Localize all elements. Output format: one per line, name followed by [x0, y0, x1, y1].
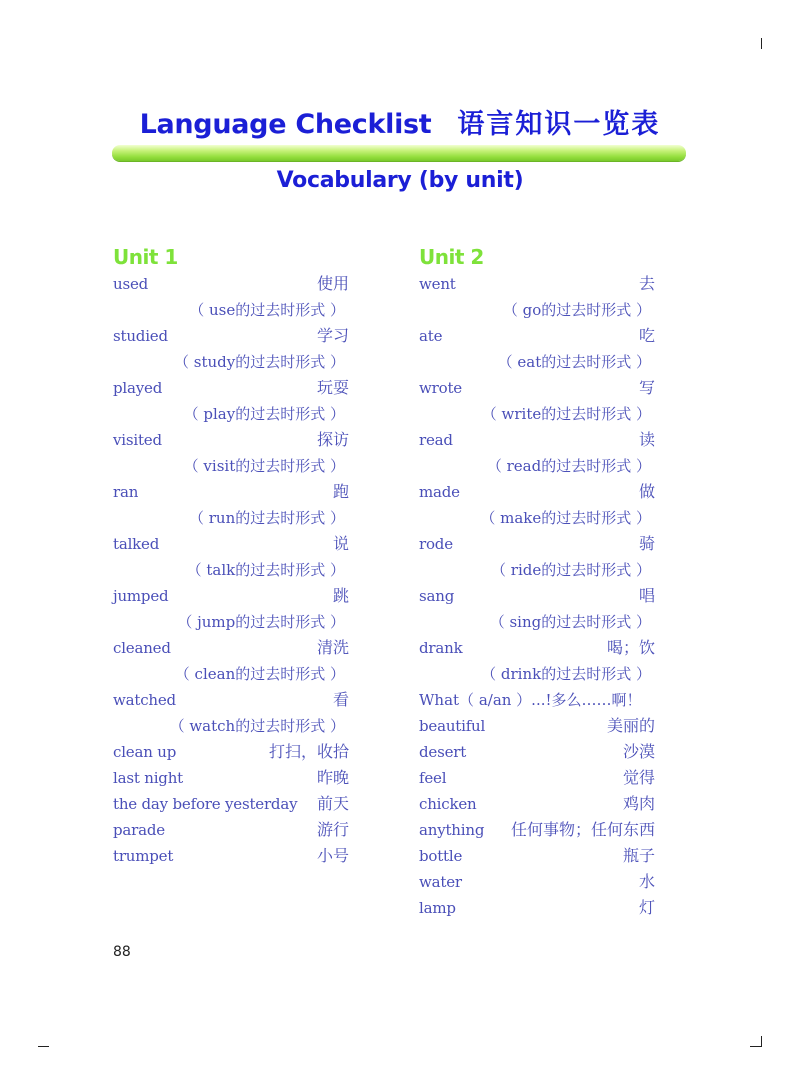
- unit-heading: Unit 2: [419, 245, 484, 269]
- past-tense-note: （ study的过去时形式 ）: [174, 353, 345, 371]
- past-tense-note: （ run的过去时形式 ）: [188, 509, 345, 527]
- title-english: Language Checklist: [139, 109, 432, 140]
- vocab-meaning: 沙漠: [622, 742, 655, 761]
- vocab-word: ran: [113, 483, 139, 501]
- vocab-entry: [113, 479, 349, 505]
- vocab-meaning: 使用: [316, 274, 349, 293]
- vocab-word: talked: [113, 535, 160, 553]
- vocab-word: ate: [419, 327, 443, 345]
- vocab-entry: [113, 765, 349, 791]
- vocab-word: rode: [419, 535, 453, 553]
- past-tense-note: （ jump的过去时形式 ）: [177, 613, 345, 631]
- vocab-meaning: 觉得: [622, 768, 655, 787]
- vocab-meaning: 清洗: [316, 638, 349, 657]
- past-tense-note: （ watch的过去时形式 ）: [169, 717, 345, 735]
- vocab-word: used: [113, 275, 149, 293]
- vocab-word: parade: [113, 821, 165, 839]
- vocab-word: went: [419, 275, 456, 293]
- title-underline-bar: [112, 145, 686, 161]
- past-tense-note: （ play的过去时形式 ）: [183, 405, 345, 423]
- vocab-meaning: 灯: [638, 898, 655, 917]
- past-tense-note: （ talk的过去时形式 ）: [186, 561, 345, 579]
- vocab-word: sang: [419, 587, 455, 605]
- vocab-entry: [419, 531, 655, 557]
- vocab-meaning: 做: [638, 482, 655, 501]
- past-tense-note: （ ride的过去时形式 ）: [491, 561, 651, 579]
- past-tense-note: （ make的过去时形式 ）: [480, 509, 651, 527]
- vocab-meaning: 学习: [316, 326, 349, 345]
- vocab-word: the day before yesterday: [113, 795, 298, 813]
- vocab-word: desert: [419, 743, 467, 761]
- unit-2-column: [419, 243, 655, 921]
- vocab-meaning: 鸡肉: [622, 794, 655, 813]
- vocab-entry: [419, 895, 655, 921]
- crop-mark-bottom-right-v: [761, 1036, 762, 1047]
- vocab-word: lamp: [419, 899, 456, 917]
- vocab-word: visited: [113, 431, 162, 449]
- vocab-entry: [419, 323, 655, 349]
- vocab-word: beautiful: [419, 717, 486, 735]
- vocab-entry: [113, 817, 349, 843]
- vocab-word: watched: [113, 691, 176, 709]
- vocab-word: made: [419, 483, 460, 501]
- vocab-meaning: 瓶子: [622, 846, 655, 865]
- vocab-entry: [113, 687, 349, 713]
- vocab-meaning: 骑: [638, 534, 655, 553]
- vocab-meaning: 小号: [316, 846, 349, 865]
- past-tense-note: （ write的过去时形式 ）: [481, 405, 651, 423]
- past-tense-note: （ visit的过去时形式 ）: [183, 457, 345, 475]
- vocab-meaning: 说: [332, 534, 349, 553]
- vocab-word: trumpet: [113, 847, 174, 865]
- vocab-word: studied: [113, 327, 168, 345]
- vocab-entry: [113, 583, 349, 609]
- vocab-meaning: 跳: [332, 586, 349, 605]
- title-chinese: 语言知识一览表: [457, 109, 661, 140]
- past-tense-note: （ use的过去时形式 ）: [189, 301, 345, 319]
- vocab-meaning: 看: [332, 690, 349, 709]
- vocab-entry: [419, 427, 655, 453]
- vocab-entry: [419, 791, 655, 817]
- section-subtitle: Vocabulary (by unit): [276, 168, 524, 193]
- vocab-entry: [113, 323, 349, 349]
- vocab-meaning: 美丽的: [606, 716, 655, 735]
- vocab-word: feel: [419, 769, 447, 787]
- vocab-meaning: 游行: [316, 820, 349, 839]
- vocab-entry: [419, 479, 655, 505]
- vocab-entry: [419, 869, 655, 895]
- vocab-meaning: 吃: [638, 326, 655, 345]
- unit-1-column: [113, 243, 349, 869]
- page-title: [0, 102, 800, 142]
- vocab-meaning: 玩耍: [316, 378, 349, 397]
- vocab-entry: [113, 531, 349, 557]
- vocab-word: bottle: [419, 847, 463, 865]
- vocab-meaning: 任何事物；任何东西: [510, 820, 655, 839]
- vocab-phrase: What（ a/an ）...!多么……啊！: [419, 691, 642, 709]
- vocab-word: jumped: [113, 587, 169, 605]
- vocabulary-list: [419, 271, 655, 921]
- vocab-meaning: 水: [638, 872, 655, 891]
- vocab-word: water: [419, 873, 462, 891]
- vocab-meaning: 去: [638, 274, 655, 293]
- vocab-entry: [419, 739, 655, 765]
- vocab-word: drank: [419, 639, 463, 657]
- past-tense-note: （ eat的过去时形式 ）: [497, 353, 651, 371]
- vocab-entry: [419, 583, 655, 609]
- vocab-meaning: 写: [638, 378, 655, 397]
- unit-heading: Unit 1: [113, 245, 178, 269]
- vocab-entry: [419, 271, 655, 297]
- vocab-word: wrote: [419, 379, 462, 397]
- vocab-word: last night: [113, 769, 183, 787]
- vocab-meaning: 读: [638, 430, 655, 449]
- crop-mark-top-right: [761, 38, 762, 49]
- vocab-word: played: [113, 379, 163, 397]
- vocab-entry: [419, 713, 655, 739]
- past-tense-note: （ go的过去时形式 ）: [502, 301, 651, 319]
- vocab-meaning: 前天: [316, 794, 349, 813]
- vocab-word: chicken: [419, 795, 477, 813]
- page-number: 88: [113, 944, 131, 960]
- vocab-meaning: 探访: [316, 430, 349, 449]
- vocab-meaning: 喝；饮: [606, 638, 655, 657]
- vocab-entry: [113, 375, 349, 401]
- vocab-entry: [113, 739, 349, 765]
- vocabulary-list: [113, 271, 349, 869]
- crop-mark-bottom-right-h: [750, 1046, 761, 1047]
- vocab-meaning: 昨晚: [316, 768, 349, 787]
- past-tense-note: （ sing的过去时形式 ）: [489, 613, 651, 631]
- vocab-meaning: 跑: [332, 482, 349, 501]
- vocab-word: read: [419, 431, 453, 449]
- vocab-entry: [113, 843, 349, 869]
- vocab-meaning: 打扫，收拾: [268, 742, 349, 761]
- vocab-meaning: 唱: [638, 586, 655, 605]
- vocab-entry: [419, 375, 655, 401]
- past-tense-note: （ read的过去时形式 ）: [486, 457, 651, 475]
- vocab-entry: [113, 791, 349, 817]
- vocab-entry: [419, 843, 655, 869]
- vocab-entry: [113, 427, 349, 453]
- vocab-entry: [419, 817, 655, 843]
- past-tense-note: （ drink的过去时形式 ）: [481, 665, 651, 683]
- vocab-entry: [113, 271, 349, 297]
- past-tense-note: （ clean的过去时形式 ）: [174, 665, 345, 683]
- vocab-entry: [419, 765, 655, 791]
- crop-mark-bottom-left: [38, 1046, 49, 1047]
- vocab-entry: [113, 635, 349, 661]
- vocab-word: anything: [419, 821, 485, 839]
- vocab-word: clean up: [113, 743, 177, 761]
- vocab-word: cleaned: [113, 639, 171, 657]
- vocab-entry: [419, 635, 655, 661]
